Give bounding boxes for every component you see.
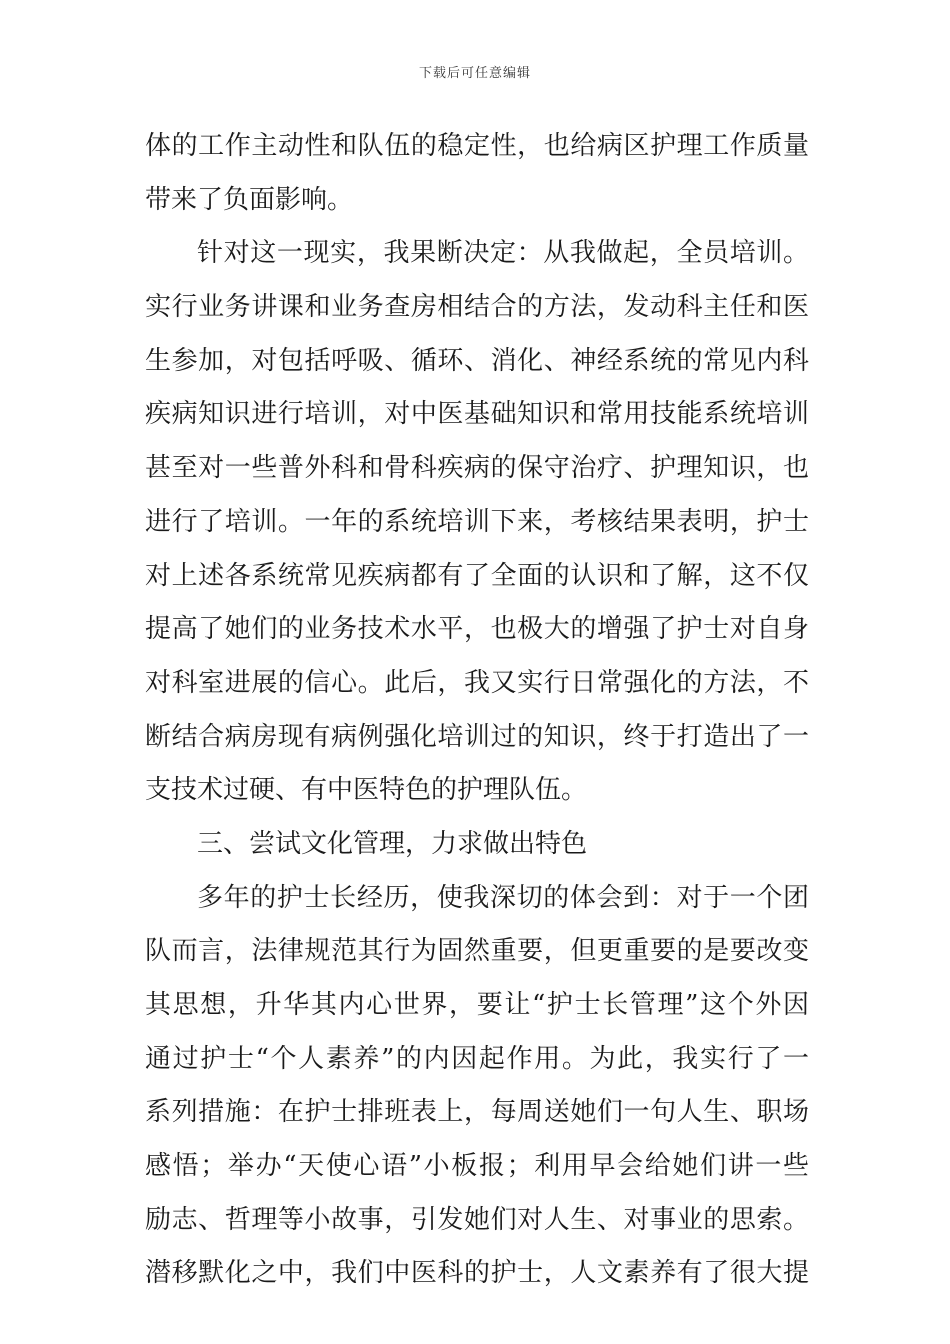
text-line: 提高了她们的业务技术水平，也极大的增强了护士对自身 [145,614,809,645]
text-line: 进行了培训。一年的系统培训下来，考核结果表明，护士 [145,506,809,537]
section-heading: 三、尝试文化管理，力求做出特色 [197,828,588,859]
text-line: 实行业务讲课和业务查房相结合的方法，发动科主任和医 [145,292,809,323]
text-line: 对科室进展的信心。此后，我又实行日常强化的方法，不 [145,667,809,698]
page-header: 下载后可任意编辑 [418,66,531,81]
text-line: 甚至对一些普外科和骨科疾病的保守治疗、护理知识，也 [145,453,809,484]
text-line: 感悟；举办“天使心语”小板报；利用早会给她们讲一些 [145,1151,809,1182]
text-line: 励志、哲理等小故事，引发她们对人生、对事业的思索。 [145,1204,809,1235]
text-line: 断结合病房现有病例强化培训过的知识，终于打造出了一 [145,721,809,752]
text-line: 通过护士“个人素养”的内因起作用。为此，我实行了一 [145,1043,809,1074]
text-line: 带来了负面影响。 [145,184,354,215]
text-line: 潜移默化之中，我们中医科的护士，人文素养有了很大提 [145,1258,809,1289]
text-line: 体的工作主动性和队伍的稳定性，也给病区护理工作质量 [145,131,809,161]
paragraph-first-line: 多年的护士长经历，使我深切的体会到：对于一个团 [197,882,809,913]
text-line: 对上述各系统常见疾病都有了全面的认识和了解，这不仅 [145,560,809,591]
text-line: 生参加，对包括呼吸、循环、消化、神经系统的常见内科 [145,345,809,376]
text-line: 支技术过硬、有中医特色的护理队伍。 [145,775,588,806]
text-line: 疾病知识进行培训，对中医基础知识和常用技能系统培训 [145,399,809,430]
text-line: 系列措施：在护士排班表上，每周送她们一句人生、职场 [145,1097,809,1128]
paragraph-first-line: 针对这一现实，我果断决定：从我做起，全员培训。 [197,238,809,269]
text-line: 其思想，升华其内心世界，要让“护士长管理”这个外因 [145,990,809,1020]
text-line: 队而言，法律规范其行为固然重要，但更重要的是要改变 [145,936,809,967]
body-text [145,120,809,1301]
